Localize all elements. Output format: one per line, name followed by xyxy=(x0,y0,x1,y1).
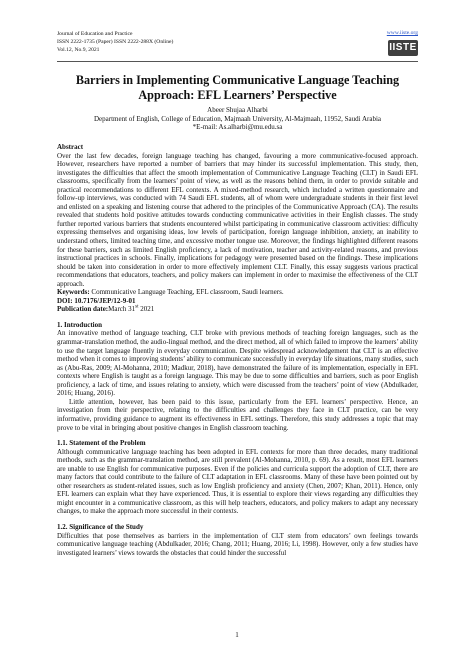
journal-issn: ISSN 2222-1735 (Paper) ISSN 2222-288X (Online) xyxy=(57,39,174,45)
paper-title xyxy=(57,73,418,103)
author-block xyxy=(57,106,418,132)
journal-header xyxy=(57,30,173,54)
pubdate-sup: st xyxy=(135,305,139,311)
journal-volume: Vol.12, No.9, 2021 xyxy=(57,47,100,53)
abstract-heading: Abstract xyxy=(57,143,84,151)
journal-name: Journal of Education and Practice xyxy=(57,31,133,37)
author-email: *E-mail: As.alharbi@mu.edu.sa xyxy=(192,123,283,132)
paper-body xyxy=(57,143,418,557)
intro-paragraph-1: An innovative method of language teaching, CLT broke with previous methods of teaching foreign languages, such as the grammar-translation method, the audio-lingual method, and the direct method, all of which failed to improve the learners’ ability to use the target language fluently in everyday communication. Despite widespread acknowledgement that CLT is an effective method when it comes to improving students’ ability to communicate successfully in everyday life situations, many studies, such as (Abu-Ras, 2009; Al-Mohanna, 2010; Madkur, 2018), have demonstrated the failure of its implementation, especially in EFL contexts where English is taught as a foreign language. This may be due to some difficulties and barriers, such as poor English proficiency, a lack of time, and issues relating to anxiety, which were discussed from the teachers’ point of view (Abdulkader, 2016; Huang, 2016). xyxy=(57,329,418,398)
iiste-logo: IISTE xyxy=(388,40,418,56)
pubdate-line xyxy=(57,305,418,314)
intro-heading: 1. Introduction xyxy=(57,320,102,329)
abstract-text: Over the last few decades, foreign language teaching has changed, favouring a more communicative-focused approach. However, researchers have reported a number of barriers that may hinder its successful implementation. This study, then, investigates the difficulties that affect the smooth implementation of Communicative Language Teaching (CLT) in Saudi EFL classrooms, specifically from the learners’ point of view, as well as the reasons behind them, in order to provide suitable and practical recommendations to different EFL contexts. A mixed-method research, which included a written questionnaire and follow-up interviews, was conducted with 74 Saudi EFL students, all of whom were undergraduate students in their first level and enlisted on a speaking and listening course that adhered to the principles of the Communicative Approach (CA). The results revealed that students hold positive attitudes towards conducting communicative activities in their English classes. The study further reported various barriers that students encountered whilst participating in communicative classroom activities: difficulty expressing themselves and organising ideas, low levels of participation, foreign language inhibition, anxiety, an inability to understand others, limited teaching time, and excessive mother tongue use. Moreover, the findings highlighted different reasons for these barriers, such as limited English proficiency, a lack of motivation, teacher and activity-related reasons, and previous instructional practices in schools. Finally, implications for pedagogy were presented based on the findings. These implications should be taken into consideration in order to more effectively implement CLT. Finally, this essay suggests various practical recommendations that educators, teachers, and policy makers can implement in order to maximise the effectiveness of the CLT approach. xyxy=(57,151,418,288)
doi-value[interactable]: 10.7176/JEP/12-9-01 xyxy=(72,296,136,305)
pubdate-day: March 31 xyxy=(108,305,136,314)
header-divider xyxy=(57,61,418,62)
author-affiliation: Department of English, College of Education, Majmaah University, Al-Majmaah, 11952, Saudi Arabia xyxy=(94,114,381,123)
author-name: Abeer Shujaa Alharbi xyxy=(207,106,268,114)
intro-paragraph-2: Little attention, however, has been paid to this issue, particularly from the EFL learners’ perspective. Hence, an investigation from their perspective, relating to the difficulties and challenges they face in CLT practice, can be very informative, providing guidance to augment its effectiveness in EFL settings. Therefore, this study addresses a topic that may prove to be vital in bringing about positive changes in English classroom teaching. xyxy=(57,397,418,432)
statement-paragraph: Although communicative language teaching has been adopted in EFL contexts for more than three decades, many traditional methods, such as the grammar-translation method, are still prevalent (Al-Mohanna, 2010, p. 69). As a result, most EFL learners are unable to use English for communicative purposes. Even if the policies and curricula support the adoption of CLT, there are many factors that could contribute to the failure of CLT adaptation in EFL classrooms. Many of these have been pointed out by other researchers as student-related issues, such as low English proficiency and anxiety (Chen, 2007; Khan, 2011). Hence, only EFL learners can explain what they have experienced. Thus, it is essential to explore their views regarding any difficulties they might encounter in a communicative classroom, as this will help teachers, educators, and policy makers to adapt any necessary changes, to make the approach more successful in their contexts. xyxy=(57,447,418,516)
title-line-2: Approach: EFL Learners’ Perspective xyxy=(138,88,337,102)
doi-label: DOI: xyxy=(57,296,73,305)
keywords-line xyxy=(57,288,418,297)
pubdate-year: 2021 xyxy=(138,305,155,314)
keywords-value: Communicative Language Teaching, EFL classroom, Saudi learners. xyxy=(89,288,284,297)
statement-heading: 1.1. Statement of the Problem xyxy=(57,439,146,448)
pubdate-label: Publication date: xyxy=(57,305,109,314)
keywords-label: Keywords: xyxy=(57,288,90,297)
title-line-1: Barriers in Implementing Communicative Language Teaching xyxy=(75,73,400,87)
significance-paragraph: Difficulties that pose themselves as barriers in the implementation of CLT stem from educators’ own feelings towards communicative language teaching (Abdulkader, 2016; Chang, 2011; Huang, 2016; Li, 1998). However, only a few studies have investigated learners’ views towards the obstacles that could hinder the successful xyxy=(57,531,418,557)
significance-heading: 1.2. Significance of the Study xyxy=(57,522,144,531)
page-number: 1 xyxy=(235,631,239,639)
journal-url-link[interactable]: www.iiste.org xyxy=(386,30,418,36)
